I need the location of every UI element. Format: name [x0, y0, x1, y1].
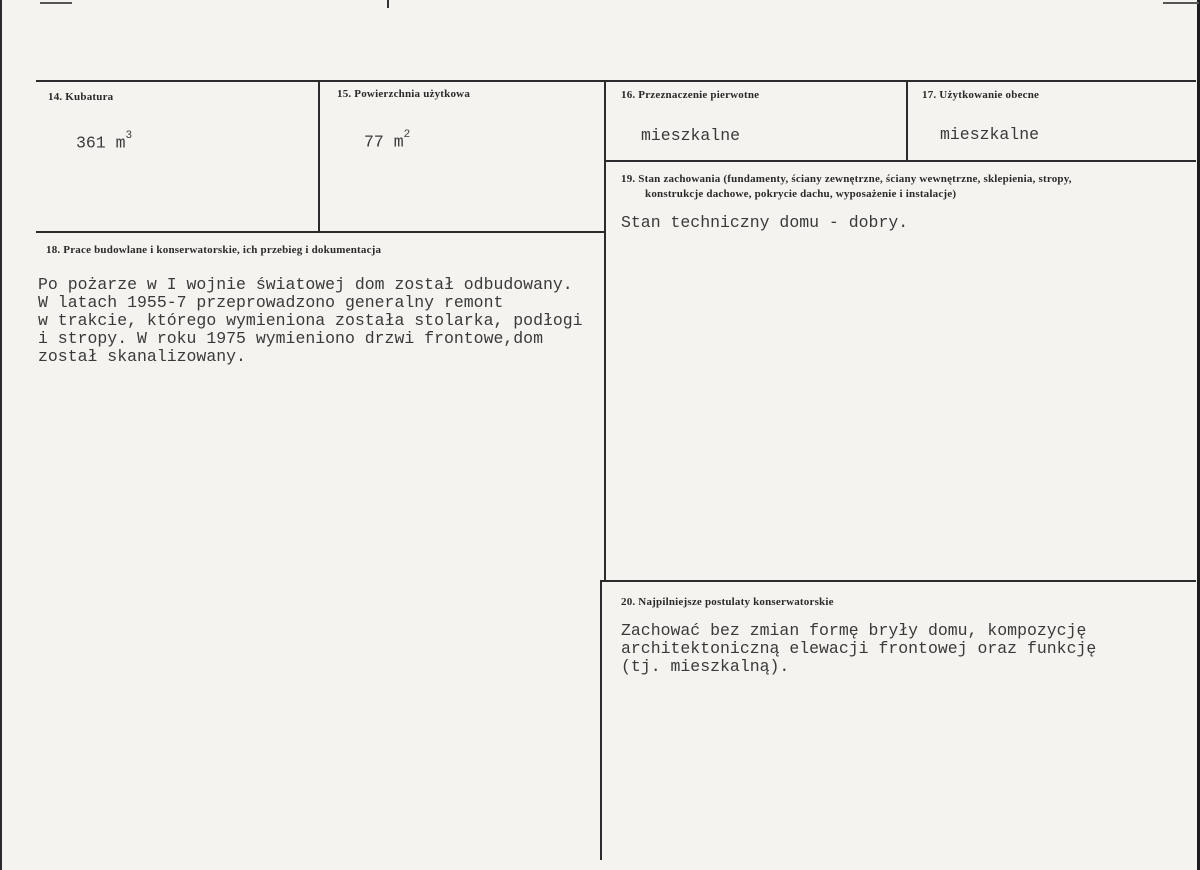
col-line-14-15 — [318, 80, 320, 232]
col-line-16-17 — [906, 80, 908, 162]
field-19-value: Stan techniczny domu - dobry. — [621, 213, 909, 232]
field-19-label-line-2: konstrukcje dachowe, pokrycie dachu, wyposażenie i instalacje) — [645, 188, 957, 200]
row-line-14-18 — [36, 231, 606, 233]
field-18-text-line-4: i stropy. W roku 1975 wymieniono drzwi frontowe,dom — [38, 329, 543, 348]
field-14-label: 14. Kubatura — [48, 91, 114, 103]
field-20-label: 20. Najpilniejsze postulaty konserwatorskie — [621, 596, 834, 608]
top-mark-left — [40, 2, 72, 4]
top-tick-mark — [387, 0, 389, 8]
field-19-label-line-1: 19. Stan zachowania (fundamenty, ściany zewnętrzne, ściany wewnętrzne, sklepienia, stropy, — [621, 173, 1072, 185]
col-line-lower — [600, 580, 602, 860]
field-16-value: mieszkalne — [641, 126, 741, 145]
col-line-15-16-upper — [604, 80, 606, 580]
top-mark-right — [1163, 2, 1199, 4]
field-20-text-line-3: (tj. mieszkalną). — [621, 657, 790, 676]
field-15-value: 77 $m^2$ — [364, 129, 411, 152]
field-17-value: mieszkalne — [940, 125, 1040, 144]
field-16-label: 16. Przeznaczenie pierwotne — [621, 89, 760, 101]
field-15-label: 15. Powierzchnia użytkowa — [337, 88, 471, 100]
field-18-text-line-5: został skanalizowany. — [38, 347, 246, 366]
field-17-label: 17. Użytkowanie obecne — [922, 89, 1040, 101]
field-20-text-line-2: architektoniczną elewacji frontowej oraz funkcję — [621, 639, 1097, 658]
field-18-text-line-2: W latach 1955-7 przeprowadzono generalny remont — [38, 293, 504, 312]
card-edge-left — [0, 0, 2, 870]
field-14-value: 361 $m^3$ — [76, 130, 133, 153]
row-line-16-19 — [604, 160, 1196, 162]
row-line-top — [36, 80, 1196, 82]
field-20-text-line-1: Zachować bez zmian formę bryły domu, kompozycję — [621, 621, 1087, 640]
row-line-19-20 — [600, 580, 1196, 582]
field-18-text-line-1: Po pożarze w I wojnie światowej dom został odbudowany. — [38, 275, 573, 294]
field-18-text-line-3: w trakcie, którego wymieniona została stolarka, podłogi — [38, 311, 583, 330]
field-18-label: 18. Prace budowlane i konserwatorskie, ich przebieg i dokumentacja — [46, 244, 382, 256]
